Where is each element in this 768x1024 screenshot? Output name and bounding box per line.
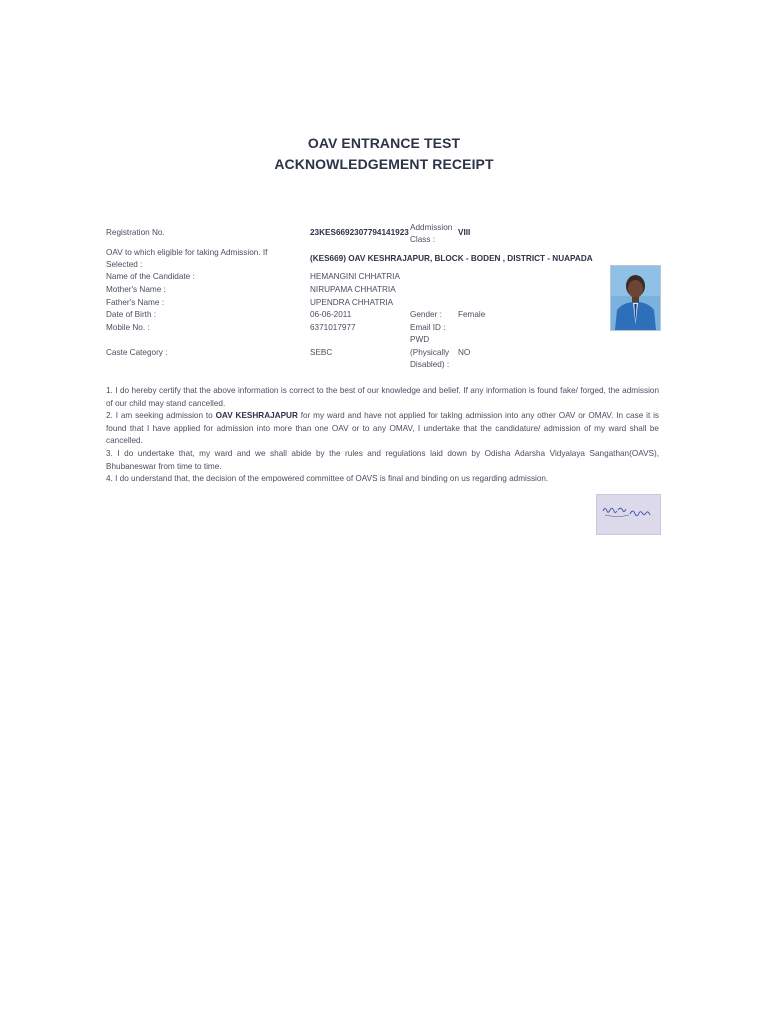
registration-label: Registration No.: [106, 228, 165, 237]
declaration-1: 1. I do hereby certify that the above information is correct to the best of our knowledge and belief. If any information is found fake/ forged, the admission of our child may stand cancelled.: [106, 386, 659, 408]
page-title-line1: OAV ENTRANCE TEST: [307, 135, 461, 151]
pwd-label-3: Disabled) :: [410, 360, 450, 369]
father-label: Father's Name :: [106, 298, 164, 307]
admission-class-label-1: Addmission: [410, 223, 453, 232]
oav-value: (KES669) OAV KESHRAJAPUR, BLOCK - BODEN , DISTRICT - NUAPADA: [310, 254, 593, 263]
gender-label: Gender :: [410, 310, 442, 319]
father-value: UPENDRA CHHATRIA: [310, 298, 394, 307]
pwd-value: NO: [458, 348, 471, 357]
caste-label: Caste Category :: [106, 348, 168, 357]
mother-label: Mother's Name :: [106, 285, 166, 294]
dob-value: 06-06-2011: [310, 310, 352, 319]
admission-class-value: VIII: [458, 228, 471, 237]
mother-value: NIRUPAMA CHHATRIA: [310, 285, 396, 294]
mobile-label: Mobile No. :: [106, 323, 150, 332]
declarations: [106, 385, 659, 486]
pwd-label-2: (Physically: [410, 348, 450, 357]
declaration-3: 3. I do undertake that, my ward and we shall abide by the rules and regulations laid down by Odisha Adarsha Vidyalaya Sangathan(OAVS), Bhubaneswar from time to time.: [106, 448, 659, 471]
registration-value: 23KES6692307794141923: [310, 228, 409, 237]
admission-class-label-2: Class :: [410, 235, 436, 244]
declaration-2-school: OAV KESHRAJAPUR: [215, 411, 298, 421]
gender-value: Female: [458, 310, 486, 319]
oav-label-1: OAV to which eligible for taking Admission. If: [106, 248, 268, 257]
declaration-2-suffix: for my ward and have not applied for taking admission into any other OAV or OMAV. In case it is found that I have applied for admission into more than one OAV or to any OMAV, I undertake that the candidature/ admission of my ward shall be cancelled.: [106, 411, 659, 446]
caste-value: SEBC: [310, 348, 333, 357]
signature-image: [596, 494, 661, 535]
email-label: Email ID :: [410, 323, 446, 332]
candidate-label: Name of the Candidate :: [106, 272, 195, 281]
candidate-photo: [610, 265, 661, 331]
mobile-value: 6371017977: [310, 323, 356, 332]
declaration-4: 4. I do understand that, the decision of the empowered committee of OAVS is final and binding on us regarding admission.: [106, 474, 549, 484]
declaration-2-prefix: 2. I am seeking admission to: [106, 411, 216, 421]
declaration-2: [106, 410, 659, 448]
oav-label-2: Selected :: [106, 260, 143, 269]
candidate-value: HEMANGINI CHHATRIA: [310, 272, 400, 281]
page-title-line2: ACKNOWLEDGEMENT RECEIPT: [274, 156, 494, 172]
dob-label: Date of Birth :: [106, 310, 157, 319]
pwd-label-1: PWD: [410, 335, 430, 344]
